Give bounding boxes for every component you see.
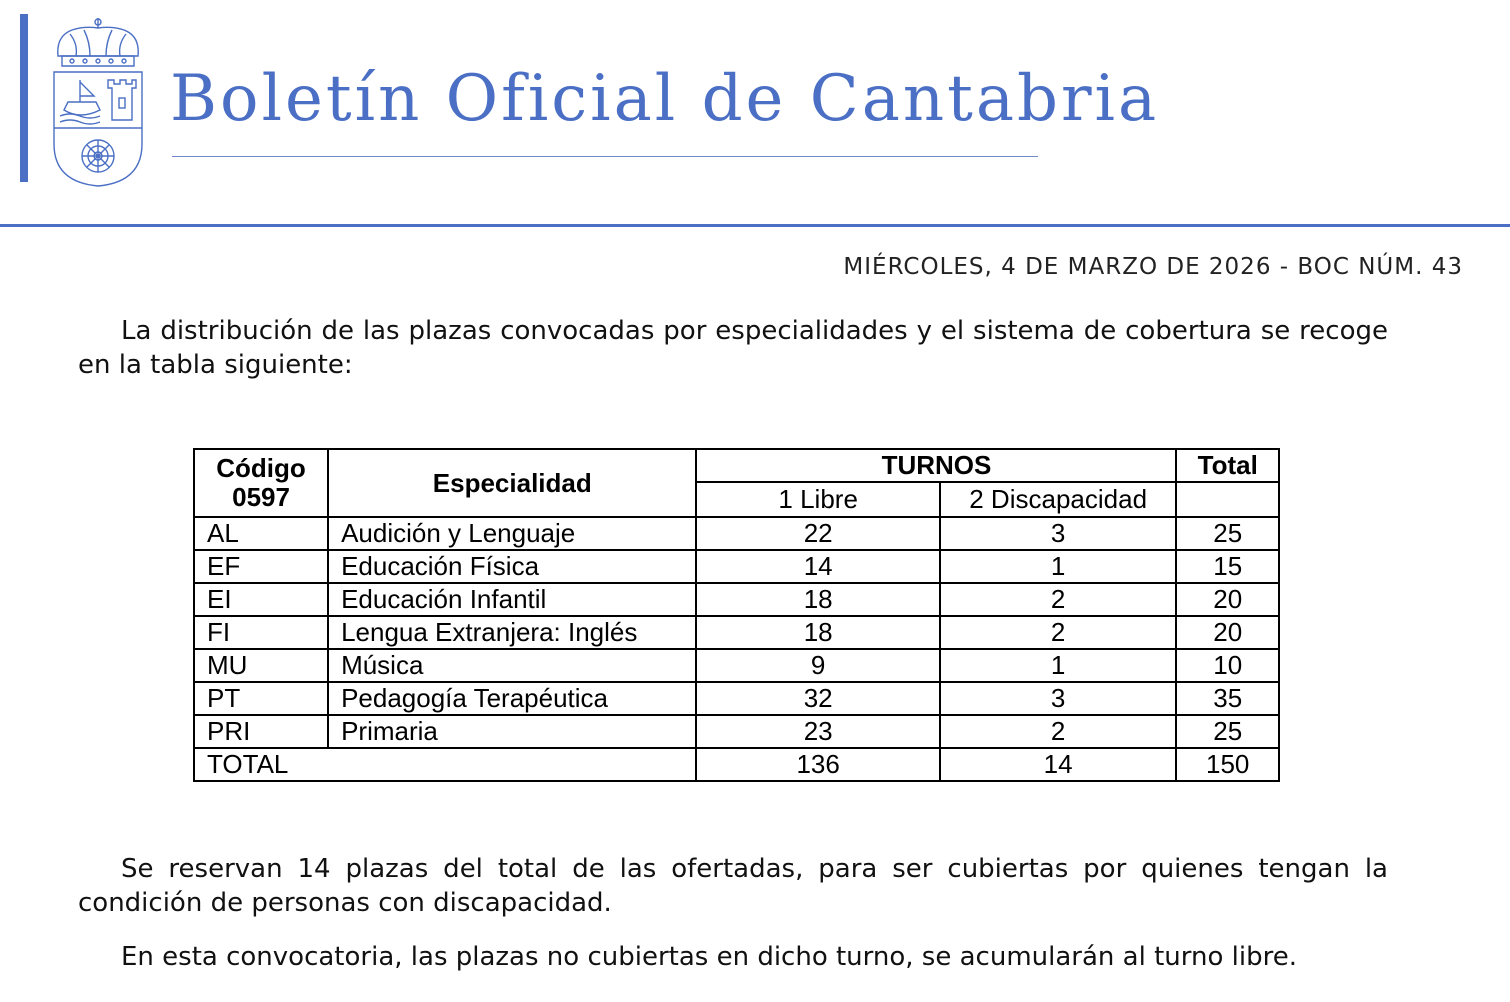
table-row	[194, 550, 1279, 583]
header-libre: 1 Libre	[696, 482, 939, 517]
table-totals-row	[194, 748, 1279, 781]
cell-code: EF	[194, 550, 328, 583]
header-accent-bar	[20, 14, 28, 182]
cell-total: 25	[1176, 715, 1279, 748]
header-turnos: TURNOS	[696, 449, 1176, 482]
cell-code: AL	[194, 517, 328, 550]
cell-total: 35	[1176, 682, 1279, 715]
header-total: Total	[1176, 449, 1279, 482]
reserve-paragraph: Se reservan 14 plazas del total de las ofertadas, para ser cubiertas por quienes tengan la condición de personas con discapacidad.	[78, 854, 1388, 918]
totals-discapacidad: 14	[940, 748, 1177, 781]
cell-libre: 9	[696, 649, 939, 682]
issue-date-line: MIÉRCOLES, 4 DE MARZO DE 2026 - BOC NÚM. 43	[843, 254, 1463, 280]
table-body	[194, 517, 1279, 748]
table-row	[194, 715, 1279, 748]
table-row	[194, 616, 1279, 649]
cell-libre: 23	[696, 715, 939, 748]
cell-code: PRI	[194, 715, 328, 748]
cell-libre: 32	[696, 682, 939, 715]
cell-discapacidad: 2	[940, 715, 1177, 748]
cell-total: 15	[1176, 550, 1279, 583]
header-code	[194, 449, 328, 517]
cell-specialty: Pedagogía Terapéutica	[328, 682, 696, 715]
cell-discapacidad: 2	[940, 583, 1177, 616]
totals-total: 150	[1176, 748, 1279, 781]
cell-code: MU	[194, 649, 328, 682]
cell-specialty: Lengua Extranjera: Inglés	[328, 616, 696, 649]
intro-paragraph: La distribución de las plazas convocadas por especialidades y el sistema de cobertura se recoge en la tabla siguiente:	[78, 316, 1388, 380]
cell-specialty: Audición y Lenguaje	[328, 517, 696, 550]
table-row	[194, 517, 1279, 550]
cell-discapacidad: 3	[940, 517, 1177, 550]
cell-libre: 22	[696, 517, 939, 550]
table-row	[194, 682, 1279, 715]
cell-discapacidad: 1	[940, 649, 1177, 682]
cantabria-coat-of-arms-icon	[50, 16, 146, 188]
header-code-line2: 0597	[232, 482, 290, 512]
cell-specialty: Educación Infantil	[328, 583, 696, 616]
header-divider	[0, 224, 1510, 227]
cell-total: 20	[1176, 616, 1279, 649]
cell-libre: 18	[696, 583, 939, 616]
header-discapacidad: 2 Discapacidad	[940, 482, 1177, 517]
cell-discapacidad: 3	[940, 682, 1177, 715]
title-underline	[172, 156, 1038, 157]
cell-libre: 14	[696, 550, 939, 583]
header-total-empty	[1176, 482, 1279, 517]
cell-total: 20	[1176, 583, 1279, 616]
table-header-row	[194, 449, 1279, 482]
cell-total: 25	[1176, 517, 1279, 550]
cell-specialty: Primaria	[328, 715, 696, 748]
header-code-line1: Código	[216, 453, 306, 483]
cell-discapacidad: 2	[940, 616, 1177, 649]
cell-code: EI	[194, 583, 328, 616]
cell-specialty: Música	[328, 649, 696, 682]
bulletin-title: Boletín Oficial de Cantabria	[170, 62, 1160, 136]
header-specialty: Especialidad	[328, 449, 696, 517]
cell-discapacidad: 1	[940, 550, 1177, 583]
table-row	[194, 583, 1279, 616]
cell-code: FI	[194, 616, 328, 649]
plazas-table	[193, 448, 1280, 782]
cell-total: 10	[1176, 649, 1279, 682]
totals-libre: 136	[696, 748, 939, 781]
totals-label: TOTAL	[194, 748, 696, 781]
table-row	[194, 649, 1279, 682]
cell-specialty: Educación Física	[328, 550, 696, 583]
accumulation-paragraph: En esta convocatoria, las plazas no cubiertas en dicho turno, se acumularán al turno libre.	[121, 942, 1297, 972]
cell-code: PT	[194, 682, 328, 715]
cell-libre: 18	[696, 616, 939, 649]
